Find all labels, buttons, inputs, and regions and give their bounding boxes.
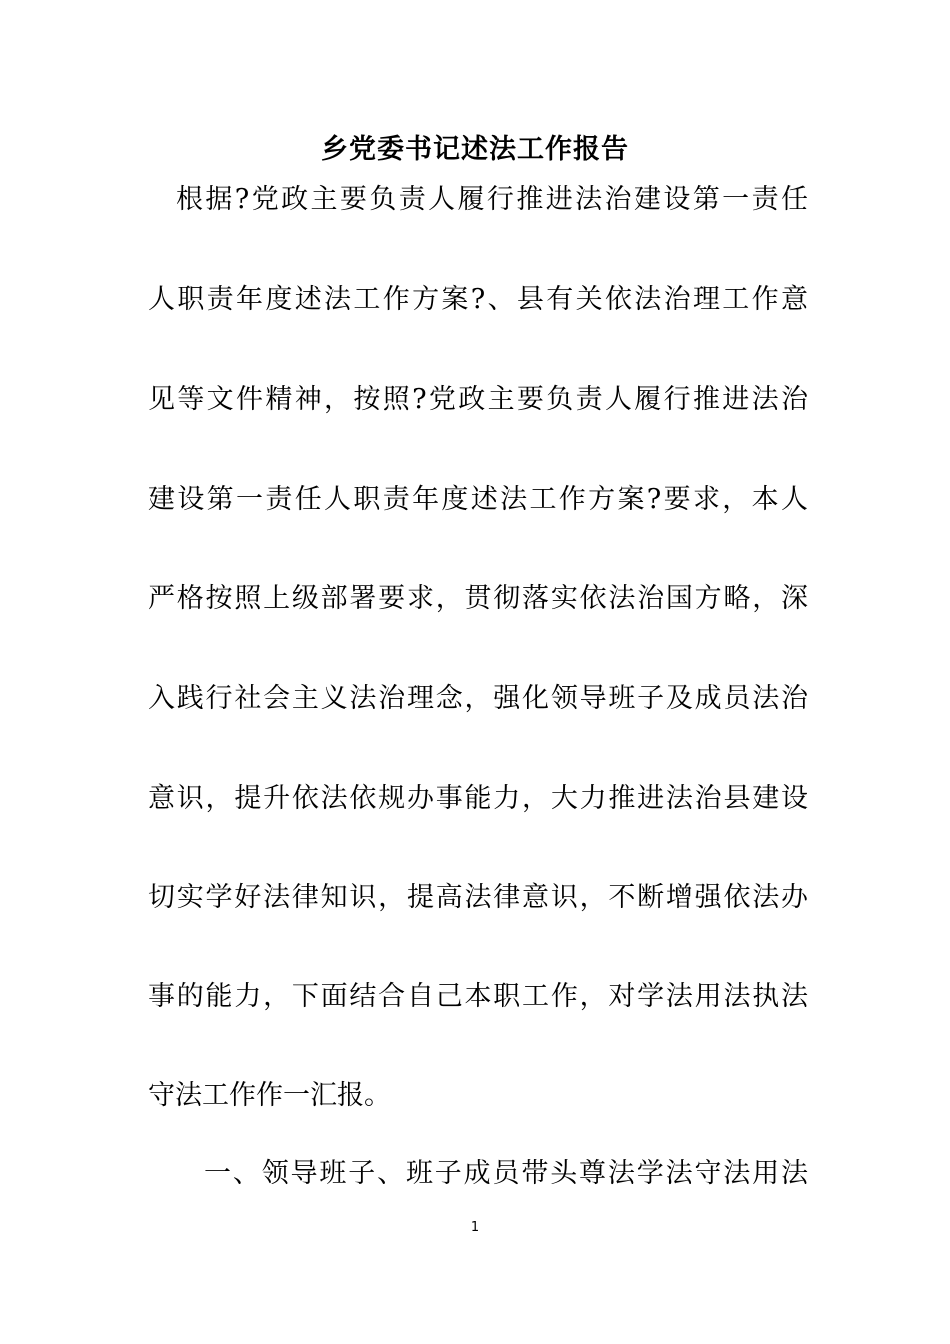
paragraph-line: 见等文件精神，按照?党政主要负责人履行推进法治 [148,384,808,415]
paragraph-line: 入践行社会主义法治理念，强化领导班子及成员法治 [148,683,808,714]
document-title: 乡党委书记述法工作报告 [321,134,629,165]
paragraph-line: 事的能力，下面结合自己本职工作，对学法用法执法 [148,981,808,1012]
section-heading: 一、领导班子、班子成员带头尊法学法守法用法 [204,1158,808,1189]
paragraph-line: 意识，提升依法依规办事能力，大力推进法治县建设 [148,783,808,814]
paragraph-line: 守法工作作一汇报。 [148,1080,391,1111]
paragraph-line: 严格按照上级部署要求，贯彻落实依法治国方略，深 [148,583,808,614]
page-number: 1 [470,1220,480,1235]
paragraph-line: 人职责年度述法工作方案?、县有关依法治理工作意 [148,284,808,315]
paragraph-line: 根据?党政主要负责人履行推进法治建设第一责任 [176,184,808,215]
paragraph-line: 切实学好法律知识，提高法律意识，不断增强依法办 [148,882,808,913]
paragraph-line: 建设第一责任人职责年度述法工作方案?要求，本人 [148,484,808,515]
